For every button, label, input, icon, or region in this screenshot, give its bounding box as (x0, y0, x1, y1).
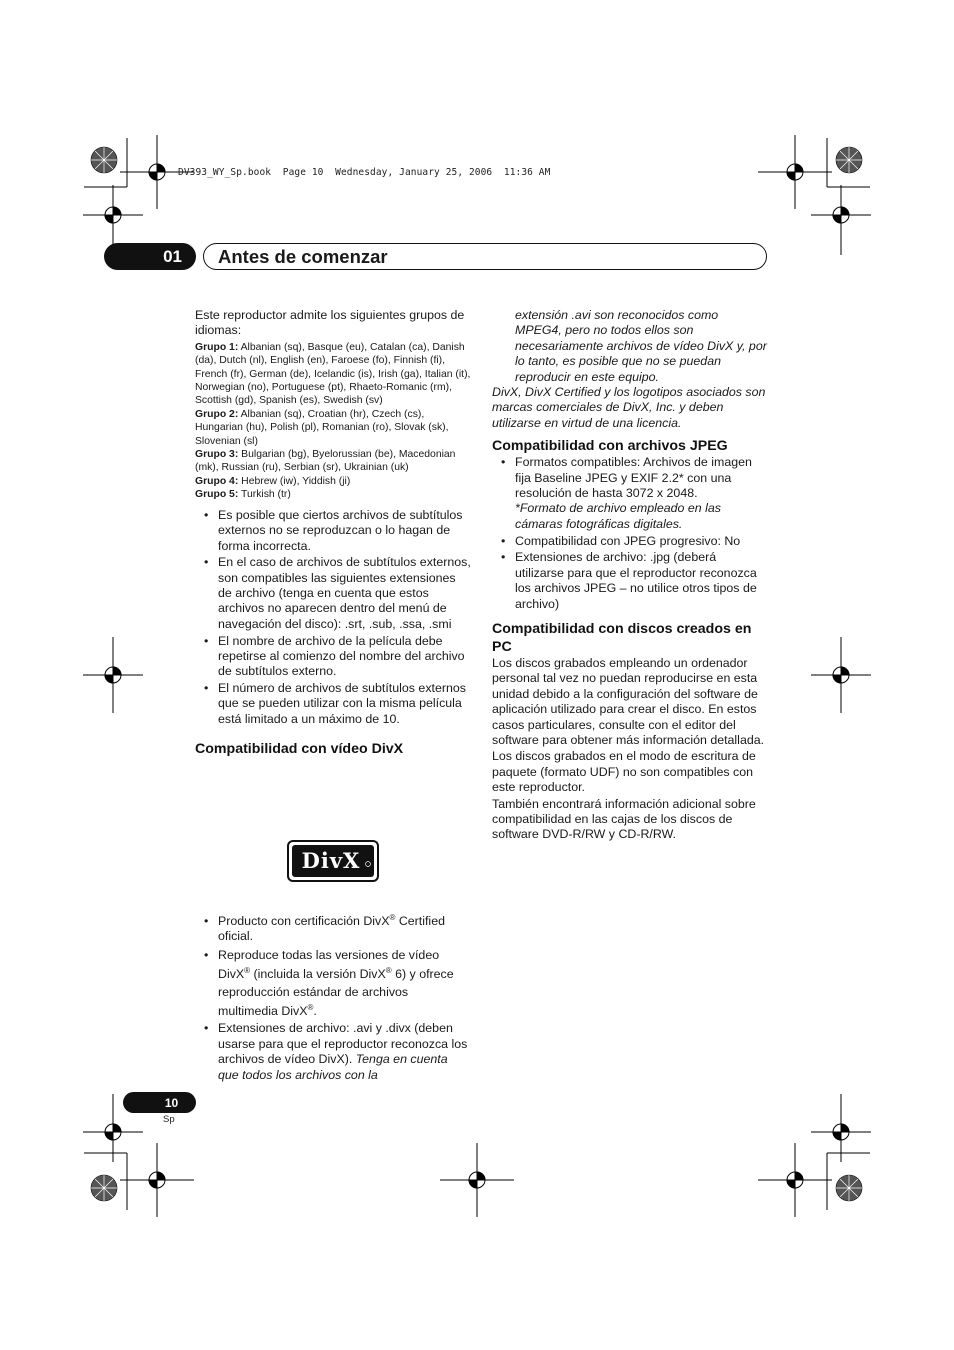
list-item: • El número de archivos de subtítulos externos que se pueden utilizar con la misma película está limitado a un máximo de 10. (195, 681, 471, 727)
language-group-4: Grupo 4: Hebrew (iw), Yiddish (ji) (195, 475, 351, 487)
list-item: • Producto con certificación DivX® Certified oficial. (195, 914, 471, 945)
language-group-5: Grupo 5: Turkish (tr) (195, 489, 291, 501)
chapter-title (203, 243, 767, 270)
divx-bullet-list (195, 914, 471, 1083)
page-number-badge: 10 (123, 1092, 196, 1113)
jpeg-bullet-list (492, 455, 768, 612)
language-group-1: Grupo 1: Albanian (sq), Basque (eu), Catalan (ca), Danish (da), Dutch (nl), English (en), Faroese (fo), Finnish (fi), French (fr), German (de), Icelandic (is), Irish (ga), Italian (it), Norwegian (no), Portuguese (pt), Rhaeto-Romanic (rm), Scottish (gd), Spanish (es), Swedish (sv) (195, 341, 471, 407)
language-group-list (195, 341, 471, 502)
divx-continued: extensión .avi son reconocidos como MPEG4, pero no todos ellos son necesariamente archivos de vídeo DivX y, por lo tanto, es posible que no se puedan reproducir en este equipo. (515, 308, 767, 384)
pc-heading: Compatibilidad con discos creados en PC (492, 620, 752, 655)
divx-bullets-column (195, 914, 471, 1084)
jpeg-heading: Compatibilidad con archivos JPEG (492, 438, 728, 455)
list-item: • Compatibilidad con JPEG progresivo: No (492, 534, 768, 549)
pc-paragraph-1: Los discos grabados empleando un ordenador personal tal vez no puedan reproducirse en esta unidad debido a la configuración del software de aplicación utilizado para crear el disco. En estos casos particulares, consulte con el editor del software para obtener más información detallada. (492, 655, 765, 747)
list-item: • Es posible que ciertos archivos de subtítulos externos no se reproduzcan o lo hagan de forma incorrecta. (195, 508, 471, 554)
list-item: • Formatos compatibles: Archivos de imagen fija Baseline JPEG y EXIF 2.2* con una resolución de hasta 3072 x 2048. *Formato de archivo empleado en las cámaras fotográficas digitales. (492, 455, 768, 532)
list-item: • Reproduce todas las versiones de vídeo DivX® (incluida la versión DivX® 6) y ofrece reproducción estándar de archivos multimedia DivX®. (195, 946, 471, 1020)
list-item: • Extensiones de archivo: .avi y .divx (deben usarse para que el reproductor reconozca los archivos de vídeo DivX). Tenga en cuenta que todos los archivos con la (195, 1021, 471, 1083)
chapter-number-badge: 01 (104, 243, 196, 270)
language-intro: Este reproductor admite los siguientes grupos de idiomas: (195, 308, 465, 338)
divx-heading: Compatibilidad con vídeo DivX (195, 741, 404, 758)
language-group-2: Grupo 2: Albanian (sq), Croatian (hr), Czech (cs), Hungarian (hu), Polish (pl), Romanian (ro), Slovak (sk), Slovenian (sl) (195, 408, 449, 447)
divx-logo (287, 840, 379, 887)
list-item: • Extensiones de archivo: .jpg (deberá utilizarse para que el reproductor reconozca los archivos JPEG – no utilice otros tipos de archivo) (492, 550, 768, 612)
list-item: • El nombre de archivo de la película debe repetirse al comienzo del nombre del archivo de subtítulos externo. (195, 634, 471, 680)
pc-paragraph-3: También encontrará información adicional sobre compatibilidad en las cajas de los discos de software DVD-R/RW y CD-R/RW. (492, 796, 756, 842)
left-column (195, 308, 471, 758)
trademark-notice: DivX, DivX Certified y los logotipos asociados son marcas comerciales de DivX, Inc. y deben utilizarse en virtud de una licencia. (492, 385, 766, 430)
page-language-label: Sp (163, 1114, 175, 1125)
divx-logo-text: DivX (301, 848, 361, 873)
right-column (492, 308, 768, 843)
book-info-line: DV393_WY_Sp.book Page 10 Wednesday, January 25, 2006 11:36 AM (178, 167, 551, 178)
pc-paragraph-2: Los discos grabados en el modo de escritura de paquete (formato UDF) no son compatibles con este reproductor. (492, 749, 756, 795)
chapter-title-text: Antes de comenzar (218, 245, 388, 267)
language-group-3: Grupo 3: Bulgarian (bg), Byelorussian (be), Macedonian (mk), Russian (ru), Serbian (sr), Ukrainian (uk) (195, 449, 456, 474)
subtitle-bullet-list (195, 508, 471, 728)
list-item: • En el caso de archivos de subtítulos externos, son compatibles las siguientes extensiones de archivo (tenga en cuenta que estos archivos no aparecen dentro del menú de navegación del disco): .srt, .sub, .ssa, .smi (195, 555, 471, 632)
